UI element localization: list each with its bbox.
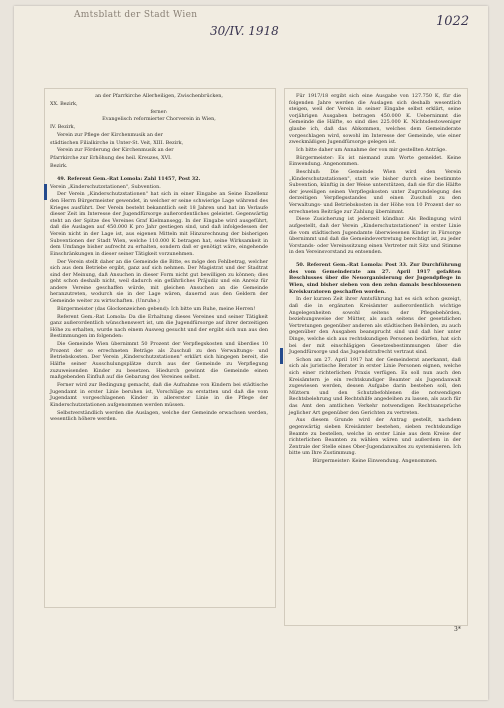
resolution: Beschluß: Die Gemeinde Wien wird den Verein „Kinderschutzstationen", statt wie bisher durch eine bestimmte Subvention, künftig in der Weise unterstützen, daß sie für die Hälfte der jeweiligen seinen Verpflegskosten unter Zugrundelegung des derzeitigen Verpflegsstandes und einen Zuschuß zu den Verwaltungs- und Betriebskosten in der Höhe von 10 Prozent der so errechneten Beiträge zur Zahlung übernimmt. xyxy=(289,169,461,215)
paragraph: Bürgermeister (das Glockenzeichen gebend): Ich bitte um Ruhe, meine Herren! xyxy=(57,305,256,312)
paragraph: Selbstverständlich werden die Auslagen, welche der Gemeinde erwachsen werden, wesentlich höhere werden. xyxy=(50,409,268,423)
paragraph: Der Verein „Kinderschutzstationen" hat sich in einer Eingabe an Seine Exzellenz den Herrn Bürgermeister gewendet, in welcher er seine schwierige Lage während des Krieges ausführt. Der Verein besteht bekanntlich seit 18 Jahren und hat im Verlaufe dieser Zeit im Interesse der Jugendfürsorge außerordentliches geleistet. Gegenwärtig steht an der Spitze des Vereines Graf Kielmansegg. In der Eingabe wird ausgeführt, daß die Auslagen auf 450.000 K pro Jahr gestiegen sind, und daß infolgedessen der Verein nicht in der Lage ist, aus eigenen Mitteln mit Hinzurechnung der bisherigen Subventionen der Stadt Wien, welche 110.000 K betragen hat, seine Wirksamkeit in dem Umfange bisher aufrecht zu erhalten, sondern daß er genötigt wäre, eingehende Einschränkungen in dieser seiner Tätigkeit vorzunehmen. xyxy=(50,191,268,257)
archive-stamp: Amtsblatt der Stadt Wien xyxy=(74,10,198,20)
paragraph: Der Verein stellt daher an die Gemeinde die Bitte, es möge den Fehlbetrag, welcher sich aus dem Betriebe ergibt, ganz auf sich nehmen. Der Magistrat und der Stadtrat sind der Meinung, daß Ansuchen in dieser Form nicht gut bewilligen zu können; dies geht schon deshalb nicht, weil dadurch ein gefährliches Präjudiz und ein Anreiz für andere Vereine geschaffen würde, mit gleichen Ansuchen an die Gemeinde heranzutreten, wodurch sie in der Lage wären, dauernd aus den Geldern der Gemeinde weiter zu wirtschaften. (Unruhe.) xyxy=(50,258,268,305)
blue-margin-mark xyxy=(44,184,47,200)
paragraph: Bürgermeister: Keine Einwendung. Angenommen. xyxy=(312,458,438,465)
report-heading: 49. Referent Gem.-Rat Lomola: Zahl 11457, Post 32. xyxy=(57,175,201,182)
paragraph: Bürgermeister: Es ist niemand zum Worte gemeldet. Keine Einwendung. Angenommen. xyxy=(289,154,461,168)
paragraph: In der kurzen Zeit ihrer Amtsführung hat es sich schon gezeigt, daß die in ergänzten Kreisämter außerordentlich wichtige Angelegenheiten sowohl seitens der Pflegebehörden, beziehungsweise der Mütter, als auch seitens der gesetzlichen Vertretungen gegenüber anderen als städtischen Behörden, zu auch gegenüber den Ausgaben beansprucht sind und daß hier unter Dinge, welche sich aus rechtskundigen Personen bedürfen, hat sich bei der mit einschlägigen Gesetzesbestimmungen über die Jugendfürsorge und das Jugendstrafrecht vertraut sind. xyxy=(289,296,461,356)
intro-line: ferner: xyxy=(150,108,168,115)
paragraph: Die Gemeinde Wien übernimmt 50 Prozent der Verpflegskosten und überdies 10 Prozent der so errechneten Beträge als Zuschuß zu den Verwaltungs- und Betriebskosten. Der Verein „Kinderschutzstationen" erklärt sich hingegen bereit, die Hälfte seiner Ausschulungsplätze durch aus der Gemeinde zu Verpflegung zuzuweisenden Kinder zu besetzen. Hiedurch gewinnt die Gemeinde einen maßgebenden Einfluß auf die Gebarung des Vereines selbst. xyxy=(50,341,268,381)
report-subject: Verein „Kinderschutzstationen", Subvention. xyxy=(50,183,161,190)
paragraph: Referent Gem.-Rat Lomola: Da die Erhaltung dieses Vereines und seiner Tätigkeit ganz außerordentlich wünschenswert ist, um die Jugendfürsorge auf ihrer derzeitigen Höhe zu erhalten, wurde nach einem Ausweg gesucht und der ergibt sich nun aus den Bestimmungen im folgenden: xyxy=(50,313,268,340)
intro-line: Bezirk. xyxy=(50,163,68,170)
intro-line: an der Pfarrkirche Allerheiligen, Zwischenbrücken, xyxy=(95,93,223,99)
intro-line: städtischen Filialkirche in Unter-St. Veit, XIII. Bezirk, xyxy=(50,139,184,146)
report-heading: 50. Referent Gem.-Rat Lomola: Post 33. Zur Durchführung des vom Gemeinderate am 27. April 1917 gefaßten Beschlusses über die Neuorganisierung der Jugendpflege in Wien, sind bisher sieben von den zehn damals beschlossenen Kreiskuratoren geschaffen worden. xyxy=(289,262,461,295)
intro-line: Verein zur Pflege der Kirchenmusik an der xyxy=(57,131,163,138)
handwritten-number: 1022 xyxy=(436,14,470,29)
intro-line: Pfarrkirche zur Erhöhung des heil. Kreuzes, XVI. xyxy=(50,155,172,162)
paragraph: Schon am 27. April 1917 hat der Gemeinderat anerkannt, daß sich als juristische Berater in erster Linie Personen eignen, welche sich einer richterlichen Praxis verfügen. Es soll nun auch den Kreisämtern je ein rechtskundiger Beamter als Jugendanwalt zugewiesen werden, dessen Aufgabe darin bestehen soll, den Müttern und den Schutzbefohlenen die notwendigen Rechtsbelehrung und Rechtshilfe angedeihen zu lassen, als auch für das Amt den amtlichen Verkehr notwendigen Rechtsansprüche jeglicher Art gegenüber den Gerichten zu vertreten. xyxy=(289,356,461,416)
left-column xyxy=(50,93,268,424)
blue-margin-mark xyxy=(280,348,283,364)
paragraph: Ferner wird zur Bedingung gemacht, daß die Aufnahme von Kindern bei städtische Jugendamt in erster Linie beruhen ist, Vorschläge zu erstatten und daß die vom Jugendamt vorgeschlagenen Kinder in allererster Linie in die Pflege der Kinderschutzstationen aufgenommen werden müssen. xyxy=(50,381,268,408)
right-column xyxy=(289,93,461,466)
intro-line: IV. Bezirk, xyxy=(50,124,76,131)
handwritten-date: 30/IV. 1918 xyxy=(210,24,279,38)
intro-line: Verein zur Förderung der Kirchenmusik an der xyxy=(57,147,174,154)
paragraph: Diese Zusicherung ist jederzeit kündbar. Als Bedingung wird aufgestellt, daß der Verein „Kinderschutzstationen" in erster Linie die vom städtischen Jugendamte überwiesenen Kinder in Fürsorge übernimmt und daß die Gemeindevertretung berechtigt ist, zu jeder Vorstands- oder Vereinssitzung einen Vertreter mit Sitz und Stimme in den Vereinsvorstand zu entsenden. xyxy=(289,216,461,256)
paragraph: Aus diesem Grunde wird der Antrag gestellt, nachdem gegenwärtig sieben Kreisämter bestehen, sieben rechtskundige Beamte zu bestellen, welche in erster Linie aus dem Kreise der richterlichen Beamten zu wählen wären und außerdem in der Zentrale der Stelle eines Ober-Jugendanwaltes zu systemisieren. Ich bitte um Ihre Zustimmung. xyxy=(289,417,461,457)
paragraph: Für 1917/18 ergibt sich eine Ausgabe von 127.750 K, für die folgenden Jahre werden die Auslagen sich deshalb wesentlich steigen, weil der Verein in seiner Eingabe selbst erklärt, seine vorjährigen Ausgaben betragen 450.000 K. Uebernimmt die Gemeinde die Hälfte, so sind dies 225.000 K. Nichtsdestoweniger glaube ich, daß das Abkommen, welches dem Gemeinderate vorgeschlagen wird, sowohl im Interesse der Gemeinde, wie einer zweckmäßigen Jugendfürsorge gelegen ist. xyxy=(289,93,461,146)
paragraph: Ich bitte daher um Annahme der von mir gestellten Anträge. xyxy=(296,146,447,153)
intro-line: XX. Bezirk, xyxy=(50,100,78,107)
footer-mark: 3* xyxy=(454,626,461,633)
intro-line: Evangelisch reformierter Chorverein in Wien, xyxy=(102,116,216,123)
